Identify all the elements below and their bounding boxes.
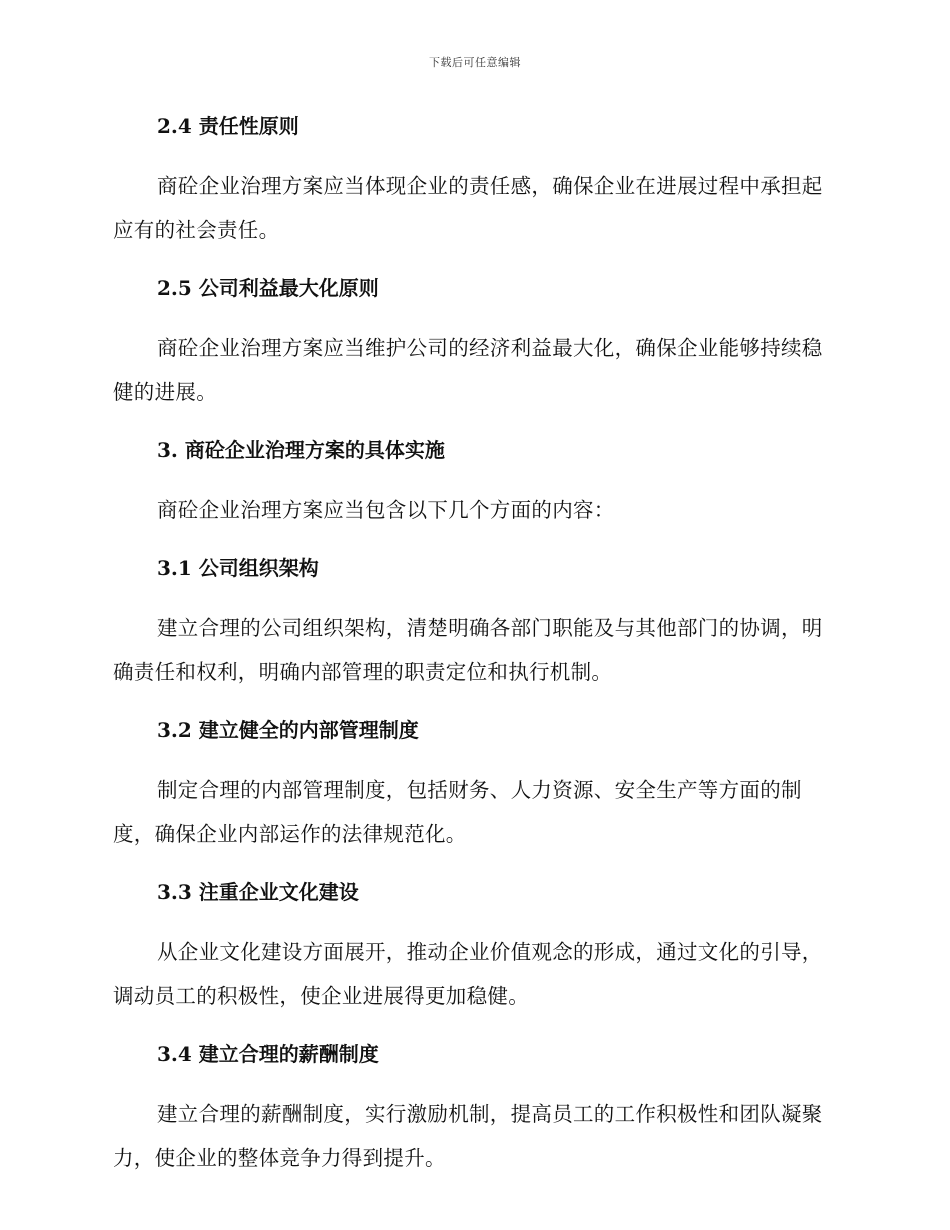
section-text-3: 商砼企业治理方案应当包含以下几个方面的内容： [157, 498, 615, 522]
section-heading-2-5: 2.5 公司利益最大化原则 [157, 276, 379, 300]
section-heading-3-2: 3.2 建立健全的内部管理制度 [157, 718, 419, 742]
section-text-3-1: 建立合理的公司组织架构，清楚明确各部门职能及与其他部门的协调，明确责任和权利，明确内部管理的职责定位和执行机制。 [113, 616, 823, 684]
section-text-3-3: 从企业文化建设方面展开，推动企业价值观念的形成，通过文化的引导，调动员工的积极性，使企业进展得更加稳健。 [113, 940, 823, 1008]
section-text-3-4: 建立合理的薪酬制度，实行激励机制，提高员工的工作积极性和团队凝聚力，使企业的整体竞争力得到提升。 [113, 1102, 823, 1170]
section-heading-3-3: 3.3 注重企业文化建设 [157, 880, 359, 904]
section-heading-2-4: 2.4 责任性原则 [157, 114, 299, 138]
section-text-2-5: 商砼企业治理方案应当维护公司的经济利益最大化，确保企业能够持续稳健的进展。 [113, 336, 823, 404]
section-heading-3-1: 3.1 公司组织架构 [157, 556, 319, 580]
document-body [113, 110, 833, 1180]
section-text-3-2: 制定合理的内部管理制度，包括财务、人力资源、安全生产等方面的制度，确保企业内部运作的法律规范化。 [113, 778, 802, 846]
section-text-2-4: 商砼企业治理方案应当体现企业的责任感，确保企业在进展过程中承担起应有的社会责任。 [113, 174, 823, 242]
header-note: 下载后可任意编辑 [429, 56, 521, 69]
section-heading-3: 3. 商砼企业治理方案的具体实施 [157, 438, 445, 462]
section-heading-3-4: 3.4 建立合理的薪酬制度 [157, 1042, 379, 1066]
